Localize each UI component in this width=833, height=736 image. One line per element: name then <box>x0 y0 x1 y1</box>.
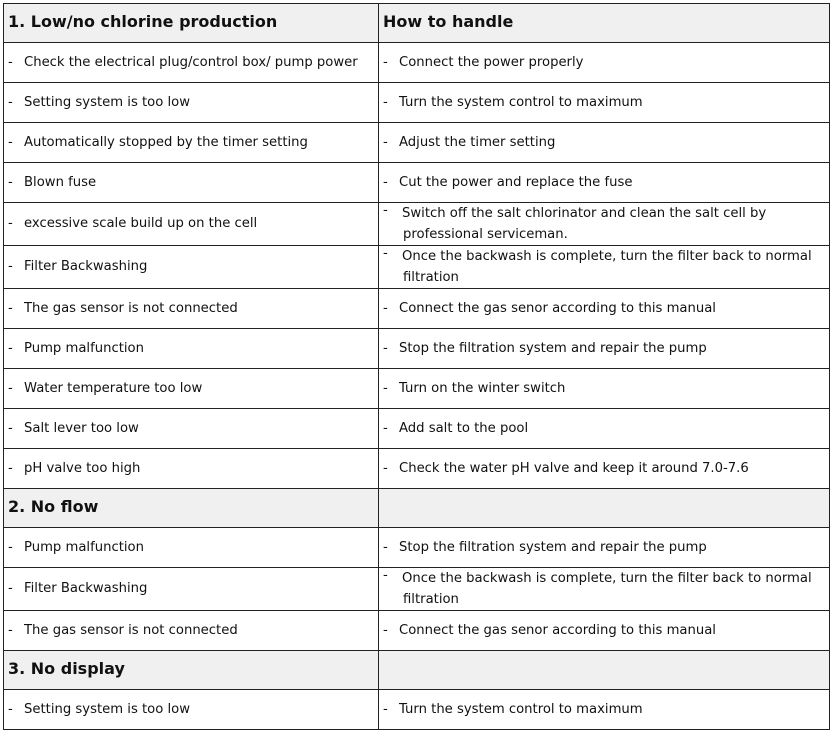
fix-content <box>379 568 829 610</box>
fix-cell <box>379 528 830 568</box>
fix-text: Turn on the winter switch <box>399 380 566 396</box>
cause-text: Pump malfunction <box>24 340 144 356</box>
cause-cell <box>4 163 379 203</box>
cause-text: Water temperature too low <box>24 380 203 396</box>
troubleshooting-table <box>3 3 830 730</box>
fix-cell <box>379 43 830 83</box>
cause-cell <box>4 449 379 489</box>
bullet-dash: - <box>8 340 13 356</box>
bullet-dash: - <box>383 622 388 638</box>
fix-text: Switch off the salt chlorinator and clean the salt cell by professional serviceman. <box>402 206 767 242</box>
fix-text: Cut the power and replace the fuse <box>399 174 633 190</box>
table-row <box>4 83 830 123</box>
handle-title <box>379 659 383 678</box>
cause-cell <box>4 123 379 163</box>
cause-text: Automatically stopped by the timer setting <box>24 134 308 150</box>
fix-cell <box>379 163 830 203</box>
cause-content <box>4 301 378 317</box>
handle-title-cell <box>379 651 830 690</box>
cause-content <box>4 95 378 111</box>
section-title-cell <box>4 489 379 528</box>
fix-content <box>379 175 829 191</box>
fix-text: Stop the filtration system and repair the pump <box>399 340 707 356</box>
cause-cell <box>4 83 379 123</box>
fix-content <box>379 95 829 111</box>
bullet-dash: - <box>383 420 388 436</box>
cause-content <box>4 216 378 232</box>
cause-cell <box>4 409 379 449</box>
bullet-dash: - <box>383 539 388 555</box>
cause-cell <box>4 690 379 730</box>
cause-content <box>4 540 378 556</box>
bullet-dash: - <box>383 54 388 70</box>
fix-cell <box>379 409 830 449</box>
table-row <box>4 246 830 289</box>
fix-content <box>379 301 829 317</box>
bullet-dash: - <box>8 701 13 717</box>
bullet-dash: - <box>383 701 388 717</box>
fix-text: Check the water pH valve and keep it around 7.0-7.6 <box>399 460 749 476</box>
table-row <box>4 611 830 651</box>
cause-content <box>4 421 378 437</box>
cause-content <box>4 461 378 477</box>
table-row <box>4 329 830 369</box>
fix-cell <box>379 83 830 123</box>
fix-content <box>379 135 829 151</box>
cause-cell <box>4 568 379 611</box>
bullet-dash: - <box>8 420 13 436</box>
fix-content <box>379 702 829 718</box>
fix-text: Connect the gas senor according to this manual <box>399 622 716 638</box>
handle-title-cell <box>379 4 830 43</box>
table-row <box>4 409 830 449</box>
bullet-dash: - <box>383 340 388 356</box>
fix-content <box>379 540 829 556</box>
cause-text: excessive scale build up on the cell <box>24 216 258 231</box>
bullet-dash: - <box>8 581 13 596</box>
fix-content <box>379 203 829 245</box>
bullet-dash: - <box>383 460 388 476</box>
fix-content <box>379 461 829 477</box>
cause-text: Blown fuse <box>24 174 97 190</box>
fix-text: Once the backwash is complete, turn the filter back to normal filtration <box>402 249 812 285</box>
fix-cell <box>379 690 830 730</box>
bullet-dash: - <box>8 259 13 274</box>
cause-cell <box>4 246 379 289</box>
cause-text: Salt lever too low <box>24 420 139 436</box>
fix-text: Connect the power properly <box>399 54 584 70</box>
bullet-dash: - <box>8 539 13 555</box>
bullet-dash: - <box>8 216 13 231</box>
cause-cell <box>4 329 379 369</box>
section-header-row <box>4 651 830 690</box>
section-title: 2. No flow <box>8 497 99 516</box>
bullet-dash: - <box>8 622 13 638</box>
cause-text: Setting system is too low <box>24 94 191 110</box>
cause-text: Pump malfunction <box>24 539 144 555</box>
table-row <box>4 203 830 246</box>
troubleshooting-table-body <box>4 4 830 730</box>
cause-text: The gas sensor is not connected <box>24 300 238 316</box>
table-row <box>4 690 830 730</box>
cause-content <box>4 581 378 597</box>
fix-cell <box>379 329 830 369</box>
fix-content <box>379 341 829 357</box>
table-row <box>4 123 830 163</box>
bullet-dash: - <box>8 174 13 190</box>
section-title-cell <box>4 4 379 43</box>
cause-text: Check the electrical plug/control box/ pump power <box>24 54 358 70</box>
fix-text: Adjust the timer setting <box>399 134 556 150</box>
cause-text: Setting system is too low <box>24 701 191 717</box>
table-row <box>4 289 830 329</box>
fix-content <box>379 55 829 71</box>
table-row <box>4 43 830 83</box>
section-title: 1. Low/no chlorine production <box>8 12 278 31</box>
bullet-dash: - <box>383 174 388 190</box>
fix-content <box>379 623 829 639</box>
handle-title: How to handle <box>383 12 514 31</box>
fix-content <box>379 421 829 437</box>
fix-text: Once the backwash is complete, turn the filter back to normal filtration <box>402 571 812 607</box>
section-header-row <box>4 489 830 528</box>
cause-content <box>4 702 378 718</box>
fix-cell <box>379 611 830 651</box>
bullet-dash: - <box>383 94 388 110</box>
cause-cell <box>4 203 379 246</box>
table-row <box>4 449 830 489</box>
section-title-cell <box>4 651 379 690</box>
bullet-dash: - <box>8 460 13 476</box>
fix-cell <box>379 203 830 246</box>
fix-cell <box>379 568 830 611</box>
cause-content <box>4 259 378 275</box>
cause-content <box>4 55 378 71</box>
bullet-dash: - <box>8 94 13 110</box>
fix-text: Add salt to the pool <box>399 420 529 436</box>
cause-content <box>4 381 378 397</box>
fix-cell <box>379 289 830 329</box>
cause-content <box>4 175 378 191</box>
handle-title <box>379 497 383 516</box>
fix-cell <box>379 123 830 163</box>
cause-text: Filter Backwashing <box>24 581 148 596</box>
handle-title-cell <box>379 489 830 528</box>
fix-cell <box>379 246 830 289</box>
bullet-dash: - <box>383 203 388 218</box>
bullet-dash: - <box>8 54 13 70</box>
table-row <box>4 369 830 409</box>
cause-content <box>4 135 378 151</box>
section-title: 3. No display <box>8 659 125 678</box>
bullet-dash: - <box>8 380 13 396</box>
cause-cell <box>4 369 379 409</box>
fix-text: Connect the gas senor according to this manual <box>399 300 716 316</box>
bullet-dash: - <box>383 568 388 583</box>
cause-cell <box>4 611 379 651</box>
bullet-dash: - <box>383 134 388 150</box>
bullet-dash: - <box>383 380 388 396</box>
section-header-row <box>4 4 830 43</box>
bullet-dash: - <box>383 246 388 261</box>
fix-cell <box>379 449 830 489</box>
cause-text: pH valve too high <box>24 460 141 476</box>
table-row <box>4 528 830 568</box>
bullet-dash: - <box>383 300 388 316</box>
fix-content <box>379 246 829 288</box>
fix-text: Turn the system control to maximum <box>399 94 643 110</box>
bullet-dash: - <box>8 300 13 316</box>
fix-content <box>379 381 829 397</box>
bullet-dash: - <box>8 134 13 150</box>
cause-text: The gas sensor is not connected <box>24 622 238 638</box>
table-row <box>4 568 830 611</box>
table-row <box>4 163 830 203</box>
cause-text: Filter Backwashing <box>24 259 148 274</box>
cause-cell <box>4 289 379 329</box>
cause-content <box>4 341 378 357</box>
fix-text: Stop the filtration system and repair the pump <box>399 539 707 555</box>
cause-cell <box>4 43 379 83</box>
cause-cell <box>4 528 379 568</box>
fix-text: Turn the system control to maximum <box>399 701 643 717</box>
cause-content <box>4 623 378 639</box>
fix-cell <box>379 369 830 409</box>
